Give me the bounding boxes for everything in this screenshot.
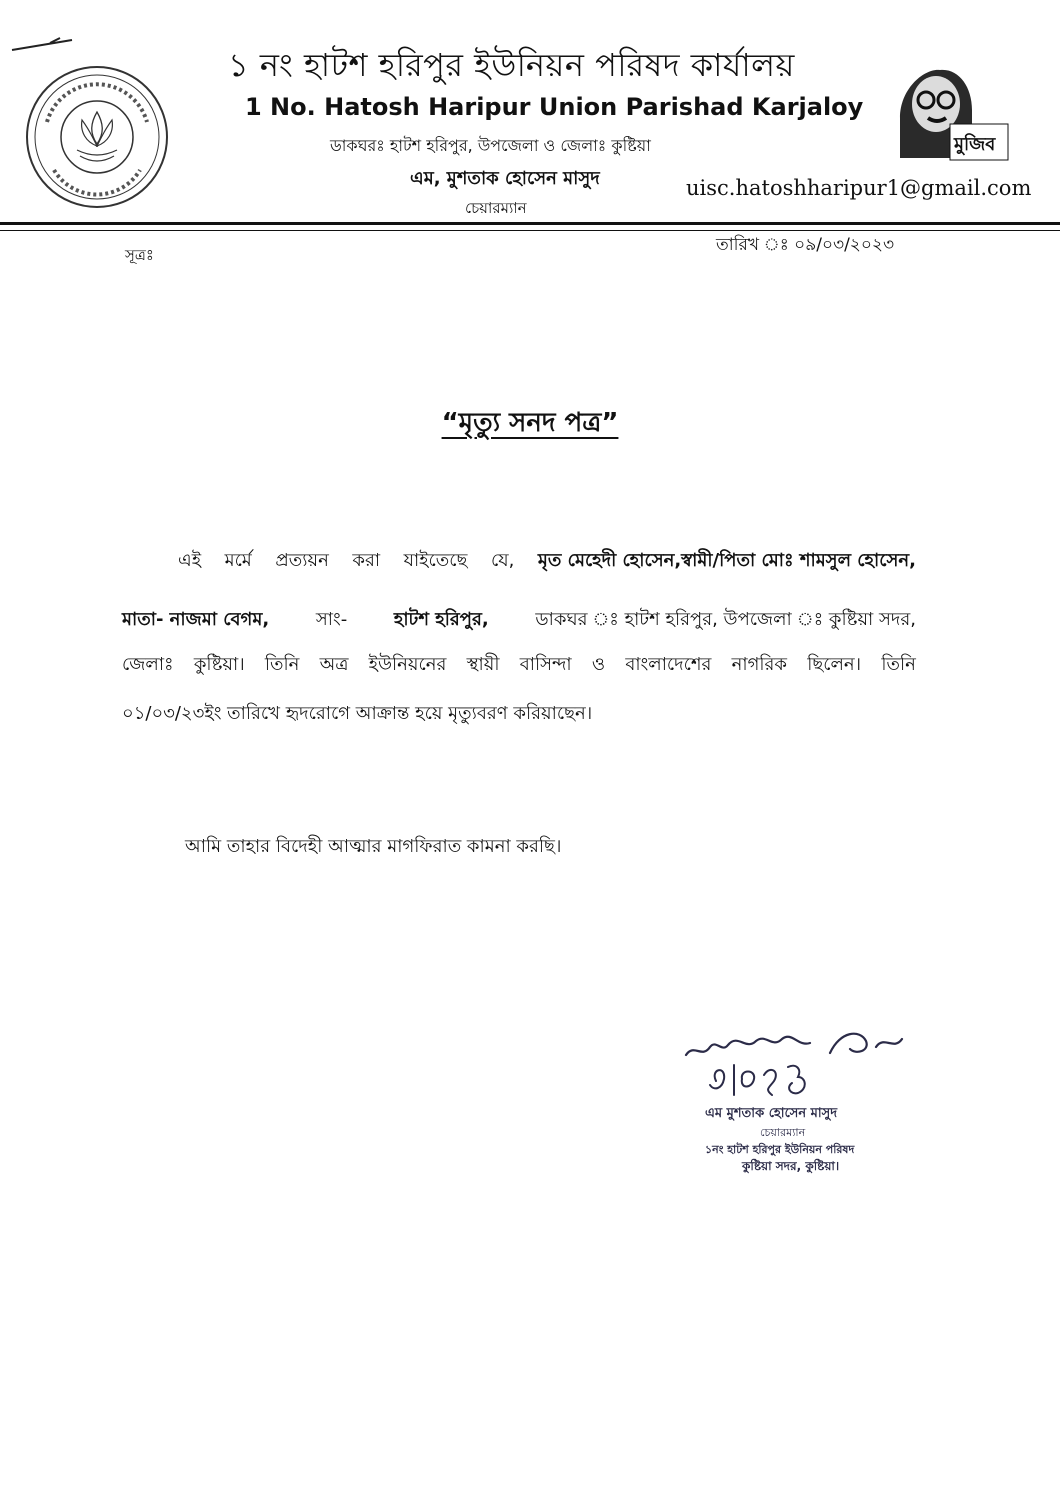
mujib-portrait-logo (880, 58, 1010, 168)
village-name: হাটশ হরিপুর, (393, 609, 489, 630)
body-line-4: ০১/০৩/২৩ইং তারিখে হৃদরোগে আক্রান্ত হয়ে মৃত্যুবরণ করিয়াছেন। (122, 703, 593, 724)
mother-name: মাতা- নাজমা বেগম, (122, 609, 270, 630)
word: মর্মে (224, 550, 252, 571)
word: করা (352, 550, 381, 571)
word: নাগরিক (731, 654, 788, 675)
closing-prayer: আমি তাহার বিদেহী আত্মার মাগফিরাত কামনা করছি। (185, 836, 562, 857)
word: যে, (490, 550, 515, 571)
chairman-name: এম, মুশতাক হোসেন মাসুদ (410, 168, 600, 189)
signatory-title: চেয়ারম্যান (760, 1126, 806, 1139)
word: তিনি (881, 654, 916, 675)
word: স্থায়ী (466, 654, 500, 675)
word: তিনি (264, 654, 300, 675)
office-address: ডাকঘরঃ হাটশ হরিপুর, উপজেলা ও জেলাঃ কুষ্টিয়া (330, 136, 651, 155)
word: বাংলাদেশের (625, 654, 712, 675)
portrait-caption: মুজিব (954, 134, 996, 155)
office-email: uisc.hatoshharipur1@gmail.com (686, 176, 1032, 200)
document-title (0, 402, 1060, 446)
word: ইউনিয়নের (368, 654, 447, 675)
word: বাসিন্দা (519, 654, 572, 675)
header-divider-thick (0, 222, 1060, 225)
signatory-organization: ১নং হাটশ হরিপুর ইউনিয়ন পরিষদ (705, 1143, 855, 1156)
word: এই (178, 550, 202, 571)
header-divider-thin (0, 230, 1060, 231)
body-line-2 (122, 605, 916, 636)
signatory-name: এম মুশতাক হোসেন মাসুদ (705, 1106, 838, 1121)
handwritten-signature (680, 1025, 920, 1105)
word: ও (591, 654, 606, 675)
body-line-1 (178, 546, 916, 577)
word: কুষ্টিয়া। (193, 654, 245, 675)
word: প্রত্যয়ন (275, 550, 329, 571)
word: অত্র (319, 654, 349, 675)
village-label: সাং- (315, 609, 348, 630)
union-seal-icon (22, 62, 172, 212)
word: জেলাঃ (122, 654, 174, 675)
deceased-and-father-name: মৃত মেহেদী হোসেন,স্বামী/পিতা মোঃ শামসুল হোসেন, (537, 550, 916, 571)
chairman-title: চেয়ারম্যান (465, 199, 527, 217)
word: ছিলেন। (807, 654, 862, 675)
signatory-location: কুষ্টিয়া সদর, কুষ্টিয়া। (742, 1159, 840, 1173)
document-title-text: “মৃত্যু সনদ পত্র” (441, 408, 619, 438)
reference-label: সূত্রঃ (125, 246, 154, 264)
word: যাইতেছে (403, 550, 468, 571)
office-title-english: 1 No. Hatosh Haripur Union Parishad Karjaloy (245, 93, 864, 121)
pen-mark-icon (10, 36, 76, 54)
document-date: তারিখ ঃ ০৯/০৩/২০২৩ (716, 235, 895, 255)
address-detail: ডাকঘর ঃ হাটশ হরিপুর, উপজেলা ঃ কুষ্টিয়া সদর, (535, 609, 916, 630)
body-line-3 (122, 650, 916, 681)
office-title-bangla: ১ নং হাটশ হরিপুর ইউনিয়ন পরিষদ কার্যালয় (228, 46, 795, 84)
